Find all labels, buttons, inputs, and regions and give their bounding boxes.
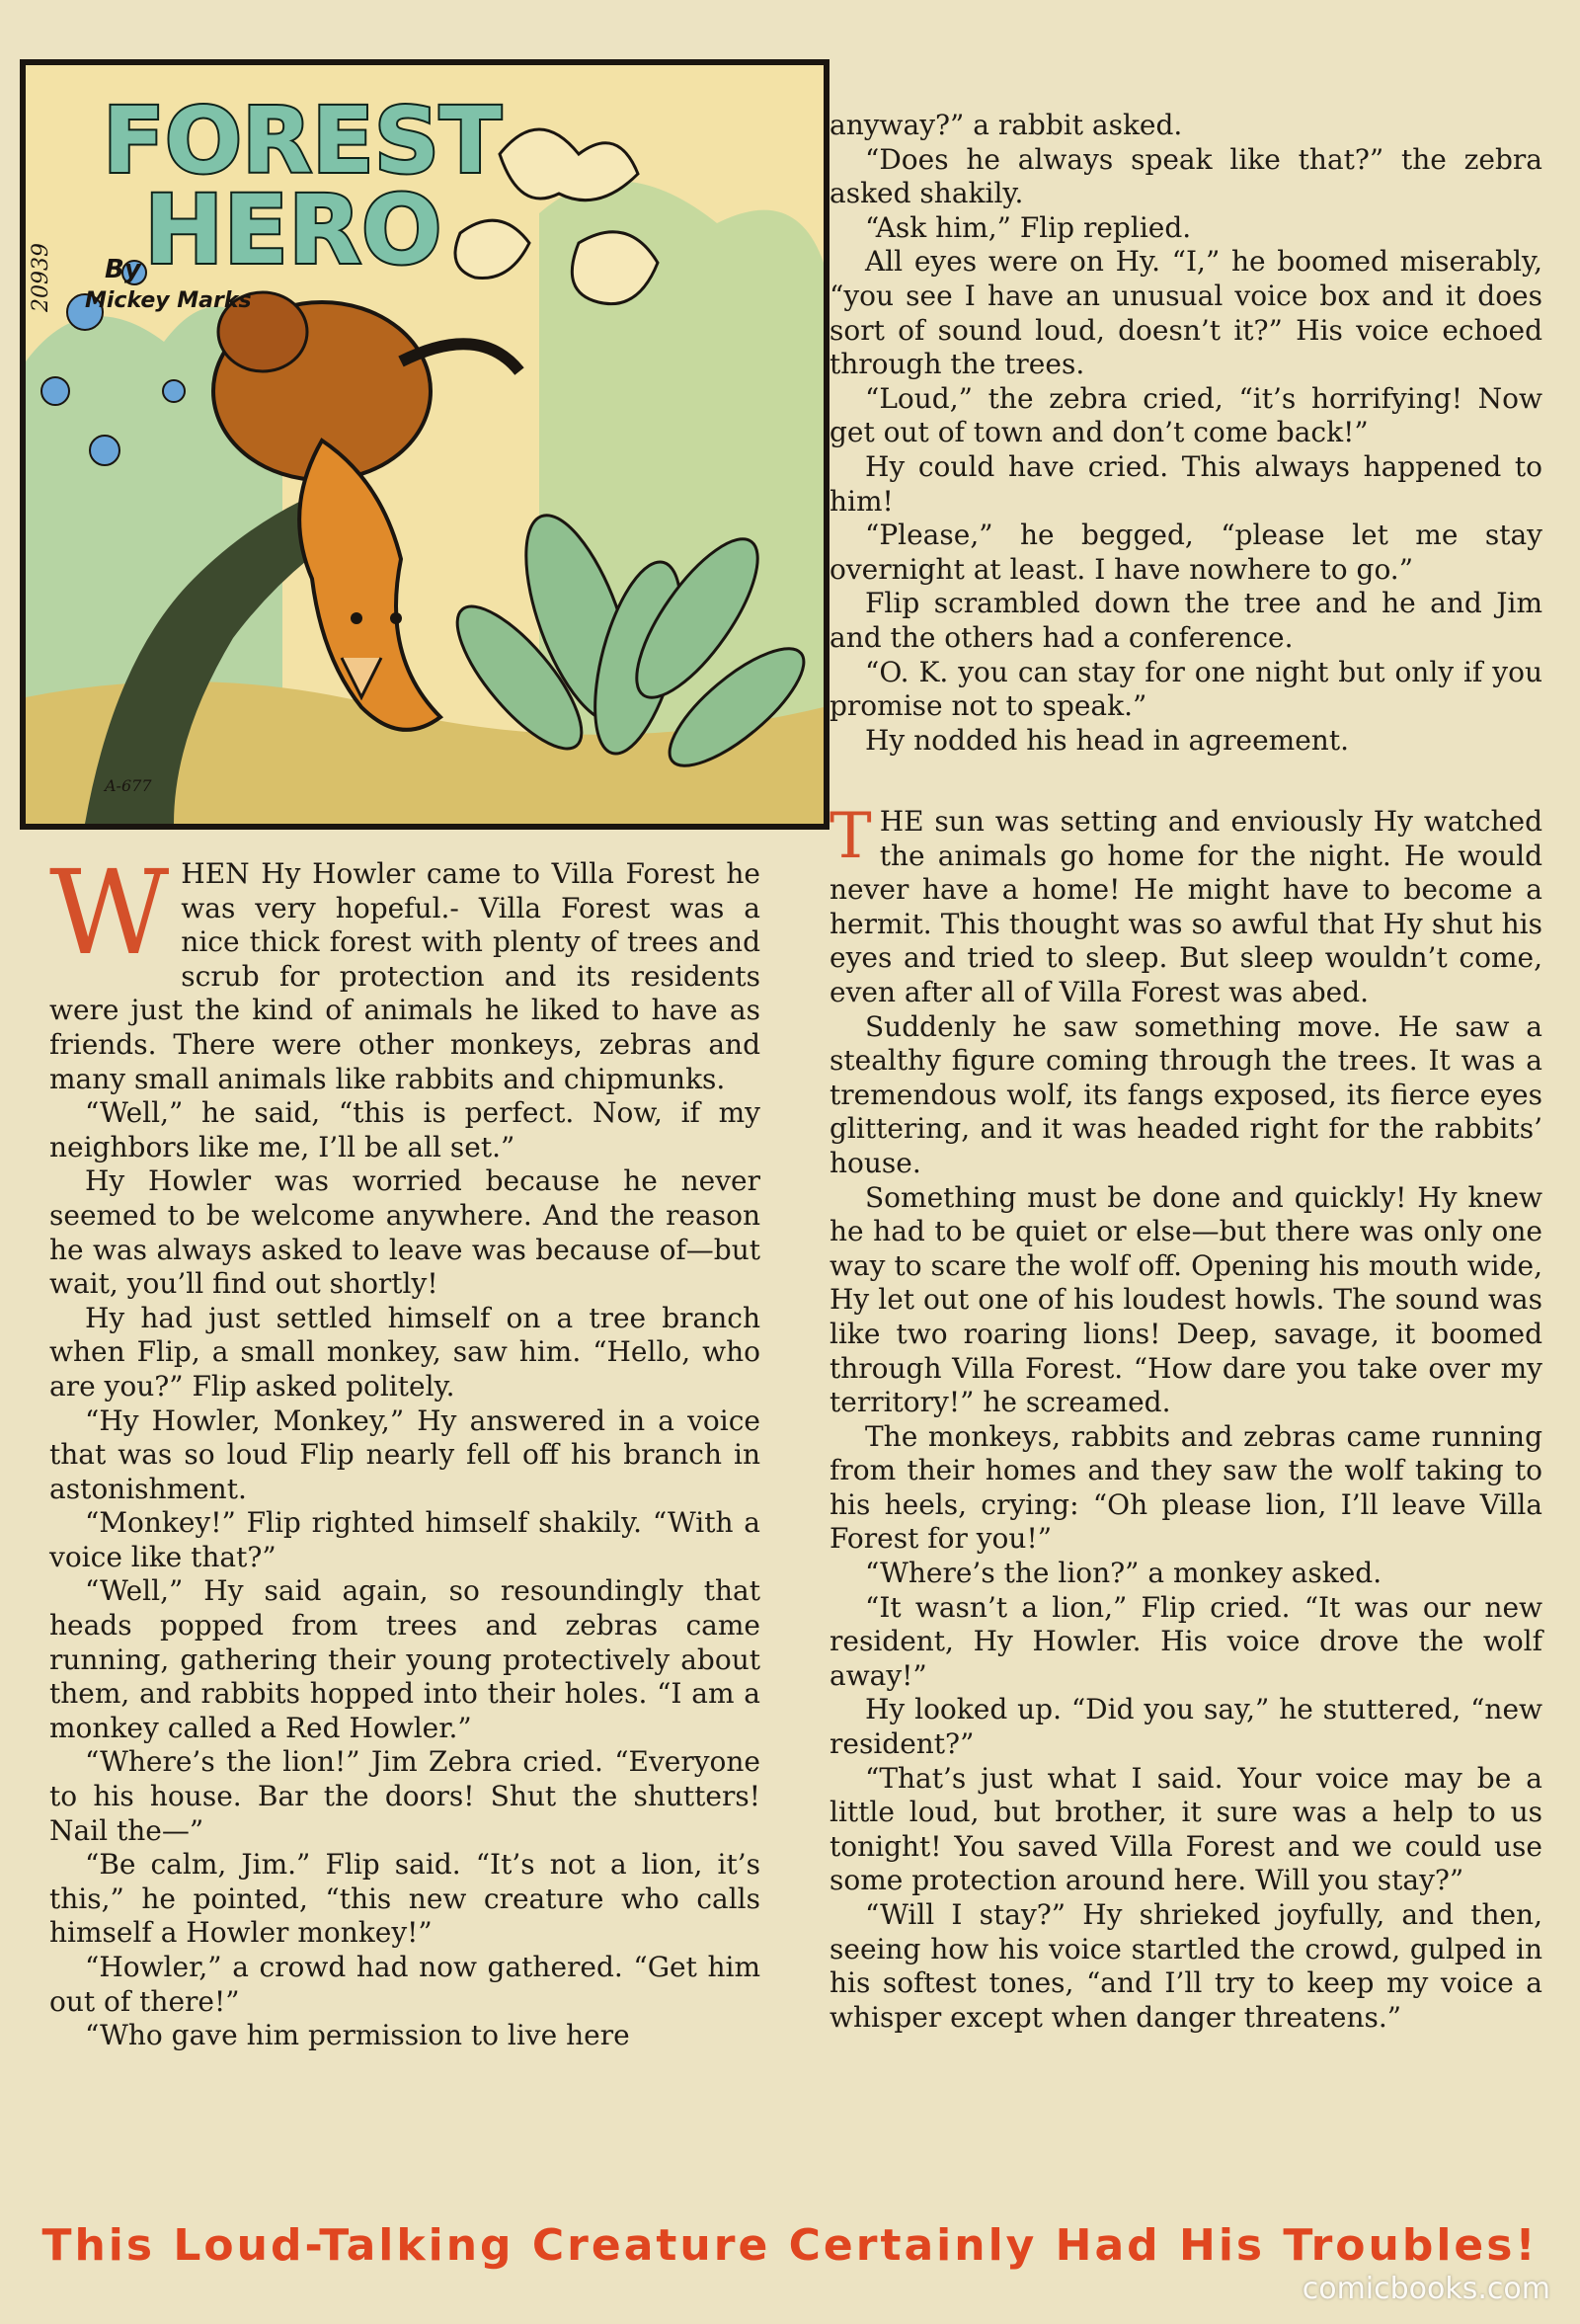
story-paragraph: “That’s just what I said. Your voice may be a little loud, but brother, it sure was a help to us tonight! You saved Villa Forest and we could use some protection around here. Will you stay?” — [830, 1761, 1542, 1897]
title-forest: FOREST — [103, 88, 502, 194]
story-paragraph: “Ask him,” Flip replied. — [865, 210, 1192, 244]
story-paragraph: Suddenly he saw something move. He saw a stealthy figure coming through the trees. It was a tremendous wolf, its fangs exposed, its fierce eyes glittering, and it was headed right for the rabbits’ house. — [830, 1009, 1542, 1179]
story-paragraph: “Who gave him permission to live here — [85, 2019, 630, 2052]
story-paragraph: Hy nodded his head in agreement. — [865, 723, 1349, 757]
story-paragraph: HE sun was setting and enviously Hy watched the animals go home for the night. He would never have a home! He might have to become a hermit. This thought was so awful that Hy shut his eyes and tried to sleep. But sleep wouldn’t come, even after all of Villa Forest was abed. — [830, 805, 1542, 1008]
byline-author: Mickey Marks — [85, 288, 252, 313]
story-paragraph: “Where’s the lion?” a monkey asked. — [865, 1557, 1382, 1590]
dropcap-t: T — [830, 800, 872, 873]
story-paragraph: “It wasn’t a lion,” Flip cried. “It was our new resident, Hy Howler. His voice drove the wolf away!” — [830, 1590, 1542, 1692]
story-paragraph: Something must be done and quickly! Hy knew he had to be quiet or else—but there was only one way to scare the wolf off. Opening his mouth wide, Hy let out one of his loudest howls. The sound was like two roaring lions! Deep, savage, it boomed through Villa Forest. “How dare you take over my territory!” he screamed. — [830, 1180, 1542, 1419]
story-paragraph: Flip scrambled down the tree and he and Jim and the others had a conference. — [830, 587, 1542, 654]
forest-scene-art — [26, 65, 824, 824]
story-paragraph: Hy looked up. “Did you say,” he stuttered, “new resident?” — [830, 1693, 1542, 1761]
story-column-right-bottom — [830, 800, 1542, 2035]
story-paragraph: HEN Hy Howler came to Villa Forest he was very hopeful.- Villa Forest was a nice thick forest with plenty of trees and scrub for protection and its residents were just the kind of animals he liked to have as friends. There were other monkeys, zebras and many small animals like rabbits and chipmunks. — [49, 857, 760, 1095]
story-paragraph: “Hy Howler, Monkey,” Hy answered in a voice that was so loud Flip nearly fell off his branch in astonishment. — [49, 1403, 760, 1505]
story-paragraph: The monkeys, rabbits and zebras came running from their homes and they saw the wolf taking to his heels, crying: “Oh please lion, I’ll leave Villa Forest for you!” — [830, 1419, 1542, 1556]
story-paragraph: Hy Howler was worried because he never seemed to be welcome anywhere. And the reason he was always asked to leave was because of—but wait, you’ll find out shortly! — [49, 1164, 760, 1301]
story-paragraph: All eyes were on Hy. “I,” he boomed miserably, “you see I have an unusual voice box and it does sort of sound loud, doesn’t it?” His voice echoed through the trees. — [830, 245, 1542, 381]
story-illustration — [20, 59, 830, 830]
story-column-right-top — [830, 109, 1542, 758]
story-paragraph: “Does he always speak like that?” the zebra asked shakily. — [830, 142, 1542, 210]
story-paragraph: “O. K. you can stay for one night but only if you promise not to speak.” — [830, 655, 1542, 723]
story-paragraph: “Where’s the lion!” Jim Zebra cried. “Everyone to his house. Bar the doors! Shut the shutters! Nail the—” — [49, 1745, 760, 1847]
story-paragraph: “Well,” he said, “this is perfect. Now, if my neighbors like me, I’ll be all set.” — [49, 1096, 760, 1163]
watermark: comicbooks.com — [1302, 2272, 1550, 2306]
story-paragraph: “Loud,” the zebra cried, “it’s horrifying! Now get out of town and don’t come back!” — [830, 381, 1542, 449]
page-tagline: This Loud-Talking Creature Certainly Had His Troubles! — [41, 2220, 1539, 2271]
story-paragraph: “Howler,” a crowd had now gathered. “Get him out of there!” — [49, 1951, 760, 2018]
story-paragraph: Hy had just settled himself on a tree branch when Flip, a small monkey, saw him. “Hello, who are you?” Flip asked politely. — [49, 1301, 760, 1402]
story-column-left — [49, 844, 760, 2053]
story-paragraph: “Will I stay?” Hy shrieked joyfully, and then, seeing how his voice startled the crowd, gulped in his softest tones, “and I’ll try to keep my voice a whisper except when danger threatens.” — [830, 1898, 1542, 2034]
story-paragraph: anyway?” a rabbit asked. — [830, 109, 1183, 141]
side-signature: 20939 — [29, 243, 53, 312]
story-paragraph: “Please,” he begged, “please let me stay overnight at least. I have nowhere to go.” — [830, 519, 1542, 586]
story-paragraph: Hy could have cried. This always happened to him! — [830, 449, 1542, 518]
byline-by: By — [105, 255, 141, 284]
story-paragraph: “Monkey!” Flip righted himself shakily. “With a voice like that?” — [49, 1506, 760, 1573]
story-paragraph: “Be calm, Jim.” Flip said. “It’s not a lion, it’s this,” he pointed, “this new creature who calls himself a Howler monkey!” — [49, 1848, 760, 1950]
dropcap-w: W — [49, 844, 170, 981]
story-paragraph: “Well,” Hy said again, so resoundingly that heads popped from trees and zebras came running, gathering their young protectively about them, and rabbits hopped into their holes. “I am a monkey called a Red Howler.” — [49, 1574, 760, 1744]
title-hero: HERO — [144, 175, 442, 285]
art-code: A-677 — [105, 776, 152, 795]
